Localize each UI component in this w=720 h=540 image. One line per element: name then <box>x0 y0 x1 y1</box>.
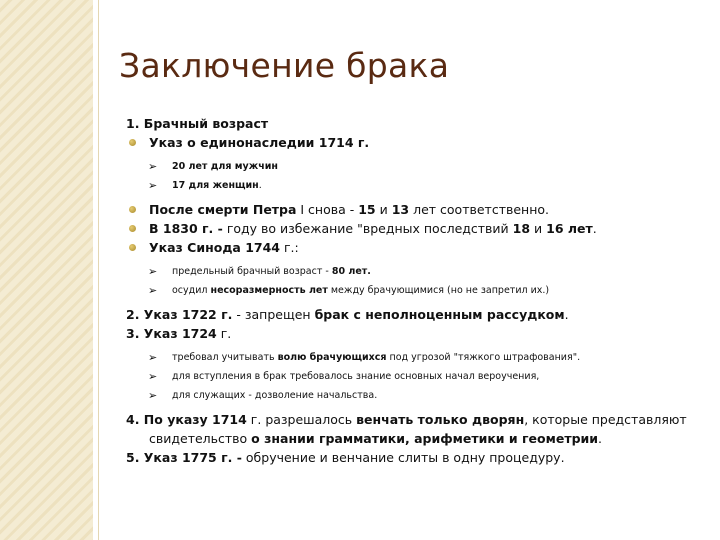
text-run: - запрещен <box>232 307 315 322</box>
arrow-bullet-icon: ➢ <box>148 389 158 402</box>
text-run: году во избежание "вредных последствий <box>222 221 513 236</box>
text-run: 17 для женщин <box>172 180 259 191</box>
text-run: 80 лет. <box>331 266 371 277</box>
text-run: 18 <box>512 221 531 236</box>
text-run: 5. Указ 1775 г. - <box>126 450 242 465</box>
text-run: г. <box>216 326 232 341</box>
sub-item <box>126 386 696 405</box>
text-run: и <box>530 221 547 236</box>
text-run: . <box>598 431 603 446</box>
sub-item <box>126 262 696 281</box>
slide-content <box>126 114 696 467</box>
text-run: 4. По указу 1714 <box>126 412 247 427</box>
text-run: между брачующимися (но не запретил их.) <box>327 285 550 296</box>
bullet-dot-icon <box>129 206 136 213</box>
text-run: 3. Указ 1724 <box>126 326 217 341</box>
numbered-item <box>126 448 696 467</box>
bullet-dot-icon <box>129 244 136 251</box>
text-run: 1. Брачный возраст <box>126 116 269 131</box>
text-run: Указ о единонаследии 1714 г. <box>149 135 370 150</box>
text-run: . <box>258 180 262 191</box>
text-run: лет соответственно. <box>409 202 549 217</box>
text-run: , которые представляют свидетельство <box>149 412 687 446</box>
text-run: для служащих - дозволение начальства. <box>172 390 378 401</box>
slide-title: Заключение брака <box>119 46 450 85</box>
text-run: Указ Синода 1744 <box>149 240 280 255</box>
text-run: г. разрешалось <box>246 412 357 427</box>
decorative-divider <box>98 0 99 540</box>
text-run: 15 <box>358 202 376 217</box>
arrow-bullet-icon: ➢ <box>148 351 158 364</box>
text-run: 13 <box>391 202 410 217</box>
sub-item <box>126 176 696 195</box>
arrow-bullet-icon: ➢ <box>148 265 158 278</box>
sub-item <box>126 281 696 300</box>
decorative-stripe <box>0 0 93 540</box>
arrow-bullet-icon: ➢ <box>148 179 158 192</box>
text-run: В 1830 г. - <box>149 221 223 236</box>
text-run: г.: <box>280 240 299 255</box>
numbered-item <box>126 410 696 448</box>
text-run: 20 лет для мужчин <box>172 161 278 172</box>
numbered-item <box>126 305 696 324</box>
bullet-dot-icon <box>129 225 136 232</box>
text-run: несоразмерность лет <box>210 285 328 296</box>
bullet-item <box>126 238 696 257</box>
numbered-item <box>126 324 696 343</box>
text-run: 16 лет <box>546 221 593 236</box>
text-run: . <box>592 221 597 236</box>
bullet-item <box>126 200 696 219</box>
text-run: После смерти Петра <box>149 202 297 217</box>
sub-item <box>126 348 696 367</box>
sub-item <box>126 367 696 386</box>
text-run: венчать только дворян <box>356 412 525 427</box>
text-run: брак с неполноценным рассудком <box>314 307 565 322</box>
text-run: для вступления в брак требовалось знание основных начал вероучения, <box>172 371 540 382</box>
text-run: о знании грамматики, арифметики и геометрии <box>251 431 599 446</box>
arrow-bullet-icon: ➢ <box>148 284 158 297</box>
text-run: I снова - <box>296 202 359 217</box>
text-run: 2. Указ 1722 г. <box>126 307 233 322</box>
bullet-item <box>126 219 696 238</box>
text-run: требовал учитывать <box>172 352 278 363</box>
text-run: осудил <box>172 285 211 296</box>
arrow-bullet-icon: ➢ <box>148 370 158 383</box>
bullet-dot-icon <box>129 139 136 146</box>
text-run: волю брачующихся <box>277 352 387 363</box>
text-run: и <box>375 202 392 217</box>
sub-item <box>126 157 696 176</box>
text-run: под угрозой "тяжкого штрафования". <box>386 352 581 363</box>
bullet-item <box>126 133 696 152</box>
arrow-bullet-icon: ➢ <box>148 160 158 173</box>
text-run: предельный брачный возраст - <box>172 266 332 277</box>
text-run: . <box>564 307 569 322</box>
numbered-item <box>126 114 696 133</box>
text-run: обручение и венчание слиты в одну процедуру. <box>241 450 565 465</box>
